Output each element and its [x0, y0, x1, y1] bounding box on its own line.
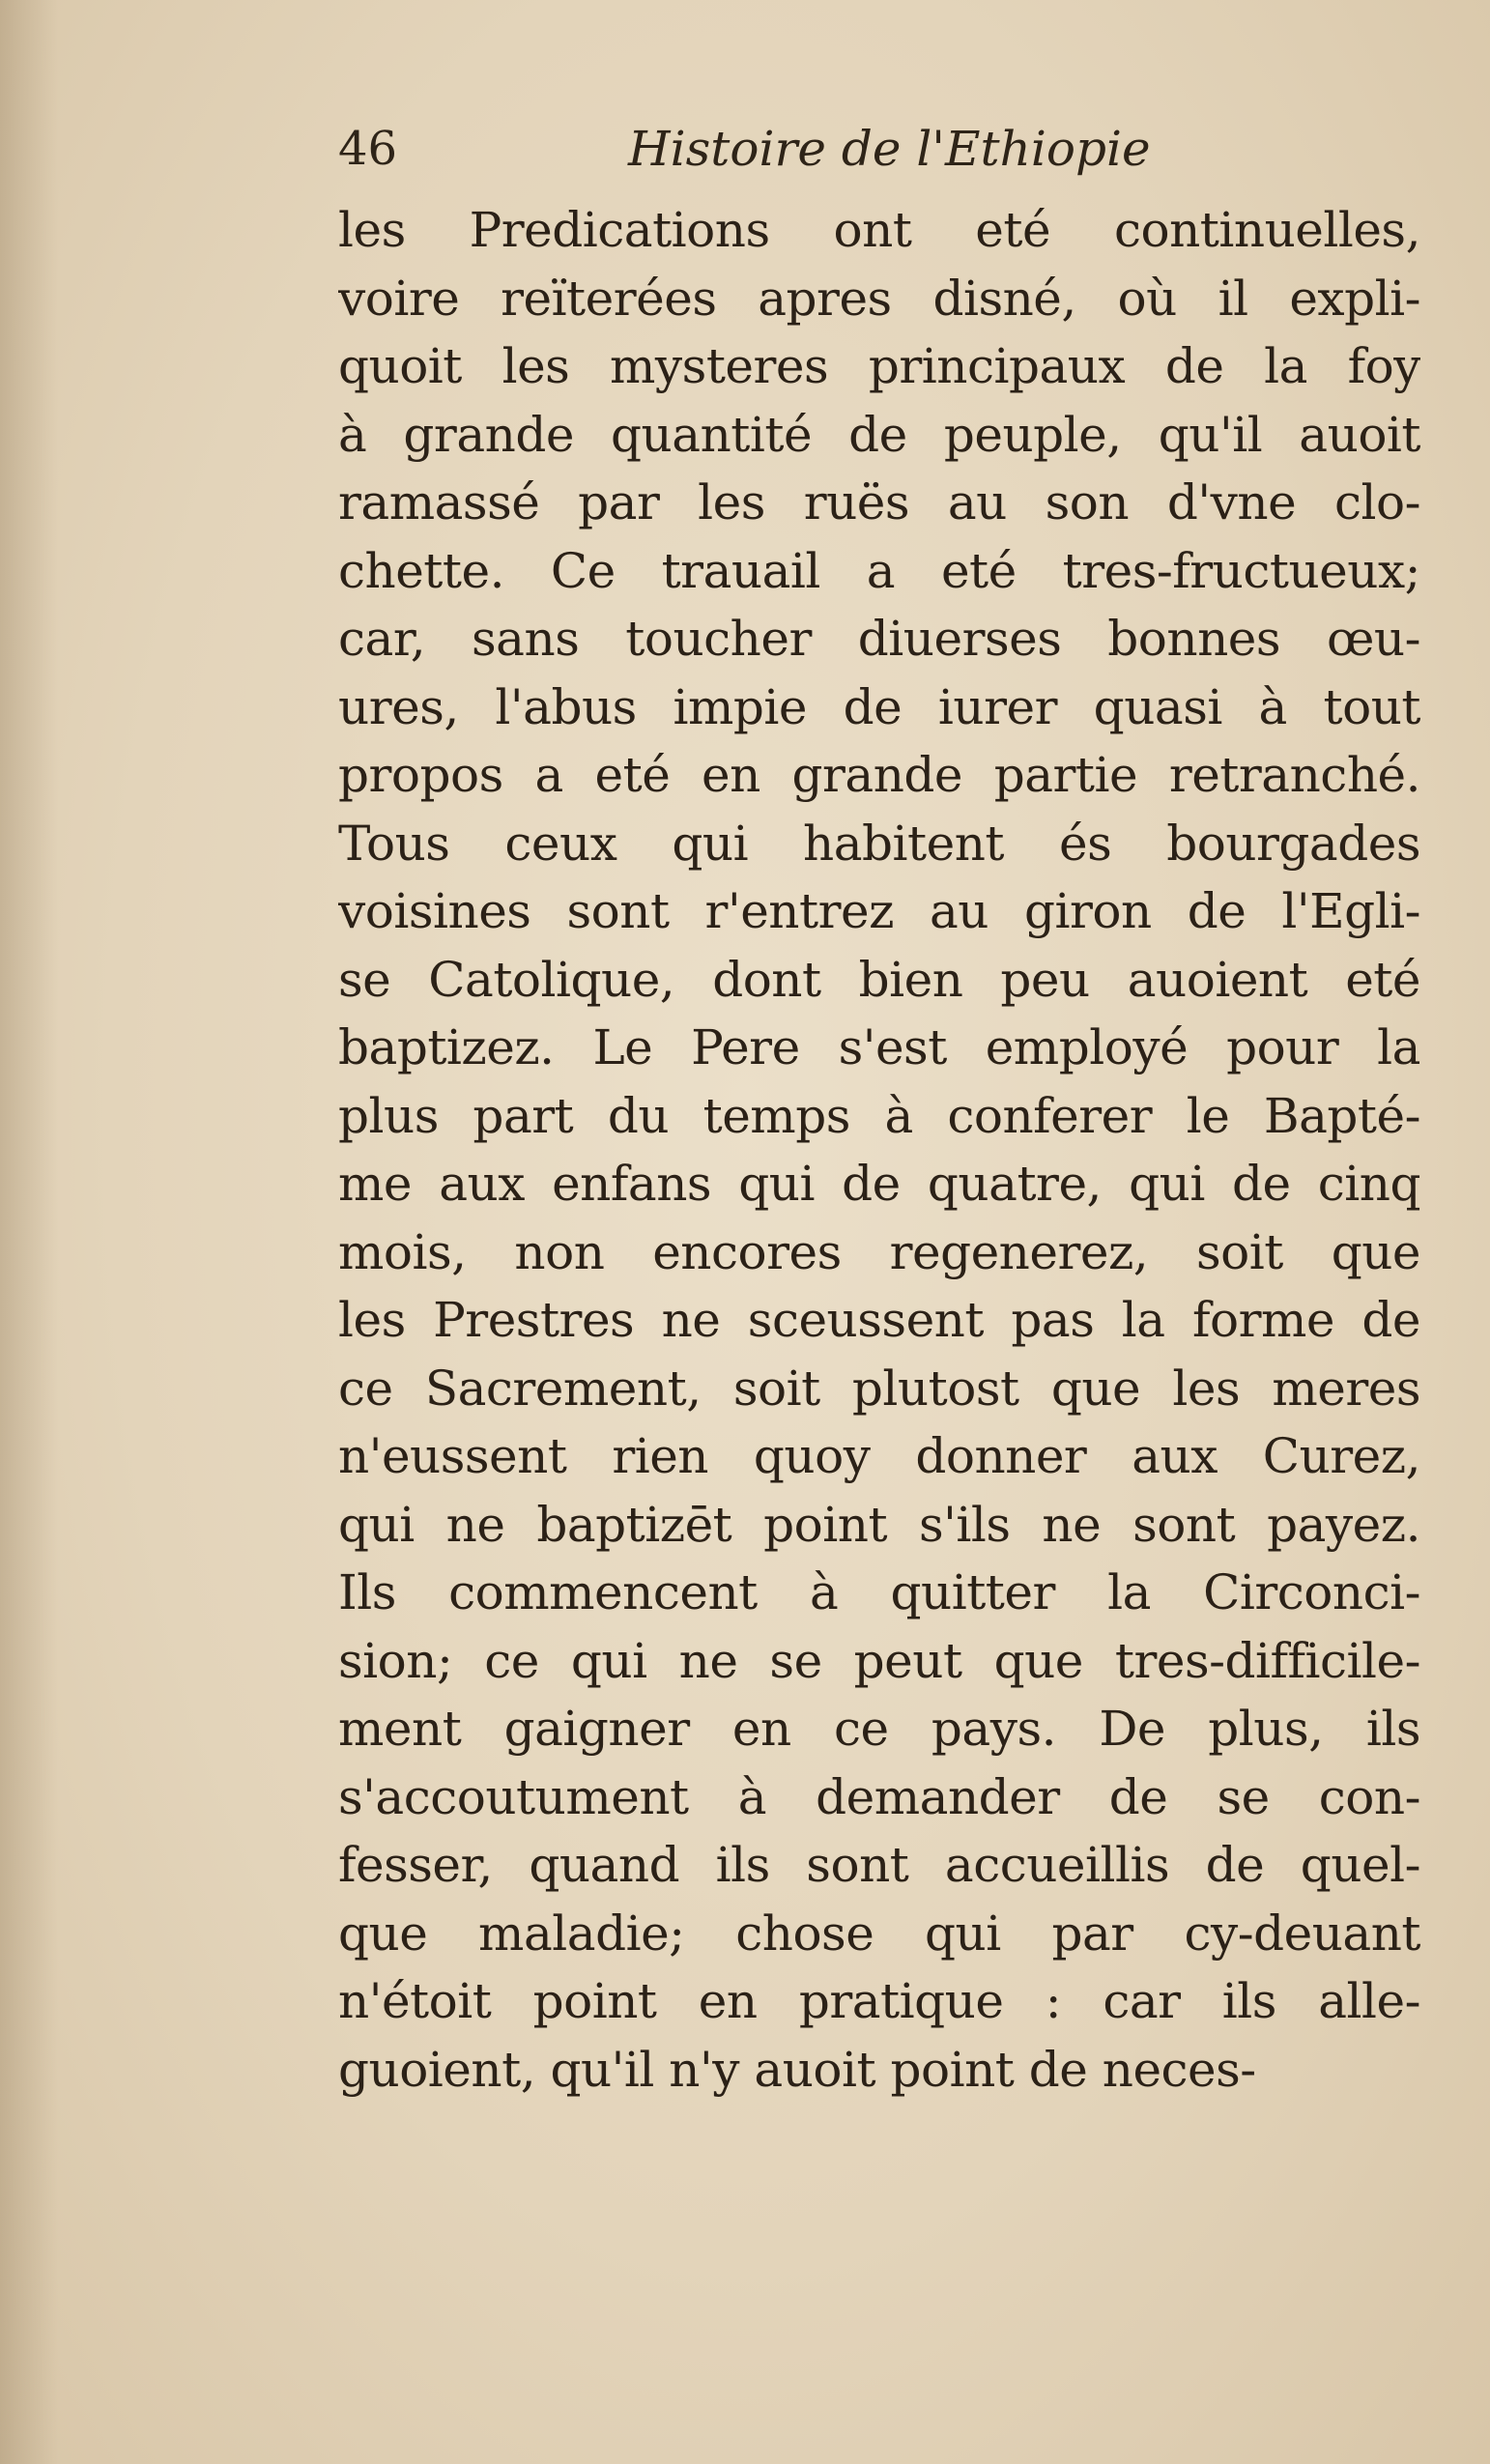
text-line: les Prestres ne sceussent pas la forme de	[338, 1292, 1420, 1348]
text-line: s'accoutument à demander de se con-	[338, 1768, 1420, 1825]
text-line: n'étoit point en pratique : car ils alle-	[338, 1973, 1420, 2029]
text-line: n'eussent rien quoy donner aux Curez,	[338, 1428, 1420, 1484]
text-line: Ils commencent à quitter la Circonci-	[338, 1564, 1420, 1620]
text-line: propos a eté en grande partie retranché.	[338, 747, 1420, 803]
text-line: fesser, quand ils sont accueillis de quel-	[338, 1837, 1420, 1893]
text-line: ures, l'abus impie de iurer quasi à tout	[338, 678, 1420, 735]
text-line: quoit les mysteres principaux de la foy	[338, 338, 1420, 394]
text-line: chette. Ce trauail a eté tres-fructueux;	[338, 542, 1420, 599]
text-line: ramassé par les ruës au son d'vne clo-	[338, 474, 1420, 530]
text-line: voisines sont r'entrez au giron de l'Egli-	[338, 883, 1420, 939]
text-line: les Predications ont eté continuelles,	[338, 202, 1420, 258]
text-line: guoient, qu'il n'y auoit point de neces-	[338, 2041, 1256, 2098]
page-number: 46	[338, 122, 398, 176]
text-line: mois, non encores regenerez, soit que	[338, 1223, 1420, 1280]
text-line: se Catolique, dont bien peu auoient eté	[338, 951, 1420, 1008]
running-head: Histoire de l'Ethiopie	[628, 121, 1151, 177]
page-header	[338, 114, 1208, 184]
text-line: baptizez. Le Pere s'est employé pour la	[338, 1019, 1420, 1075]
text-line: me aux enfans qui de quatre, qui de cinq	[338, 1156, 1420, 1212]
text-line: car, sans toucher diuerses bonnes œu-	[338, 611, 1420, 667]
text-line: ce Sacrement, soit plutost que les meres	[338, 1360, 1420, 1417]
text-line: Tous ceux qui habitent és bourgades	[338, 815, 1420, 872]
text-line: que maladie; chose qui par cy-deuant	[338, 1905, 1420, 1962]
body-text	[338, 196, 1420, 2104]
text-line: plus part du temps à conferer le Bapté-	[338, 1087, 1420, 1144]
text-line: qui ne baptizēt point s'ils ne sont payez.	[338, 1496, 1420, 1553]
text-line: sion; ce qui ne se peut que tres-difficile-	[338, 1632, 1420, 1689]
text-line: ment gaigner en ce pays. De plus, ils	[338, 1701, 1420, 1757]
text-line: à grande quantité de peuple, qu'il auoit	[338, 406, 1420, 463]
gutter-shadow	[0, 0, 58, 2464]
text-line: voire reïterées apres disné, où il expli-	[338, 270, 1420, 327]
